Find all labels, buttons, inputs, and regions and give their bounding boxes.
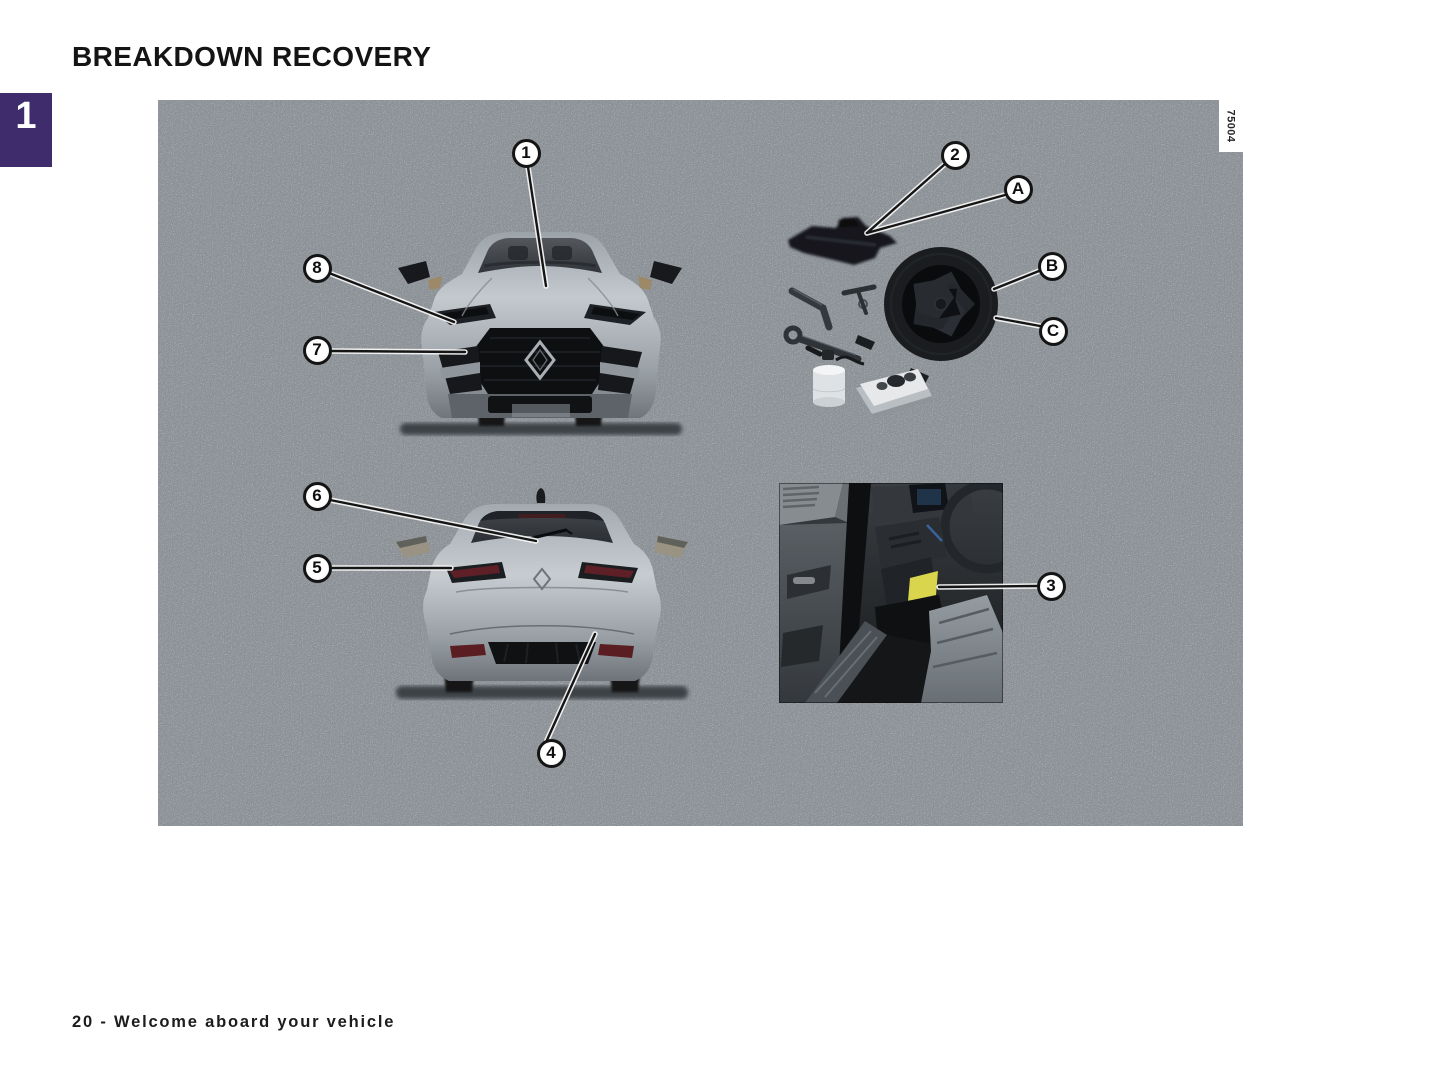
chapter-number: 1: [15, 95, 37, 137]
callout-leader-lines: [158, 100, 1243, 826]
callout-B: B: [1038, 252, 1067, 281]
chapter-number-tab: [0, 93, 52, 167]
figure-number-box: [1219, 100, 1243, 152]
callout-6: 6: [303, 482, 332, 511]
breakdown-recovery-figure: [158, 100, 1243, 826]
callout-4: 4: [537, 739, 566, 768]
callout-2: 2: [941, 141, 970, 170]
callout-7: 7: [303, 336, 332, 365]
page-footer: 20 - Welcome aboard your vehicle: [72, 1013, 396, 1031]
callout-8: 8: [303, 254, 332, 283]
page-title: BREAKDOWN RECOVERY: [72, 41, 432, 72]
callout-A: A: [1004, 175, 1033, 204]
callout-C: C: [1039, 317, 1068, 346]
figure-number: 75004: [1225, 109, 1237, 143]
callout-5: 5: [303, 554, 332, 583]
callout-1: 1: [512, 139, 541, 168]
callout-3: 3: [1037, 572, 1066, 601]
